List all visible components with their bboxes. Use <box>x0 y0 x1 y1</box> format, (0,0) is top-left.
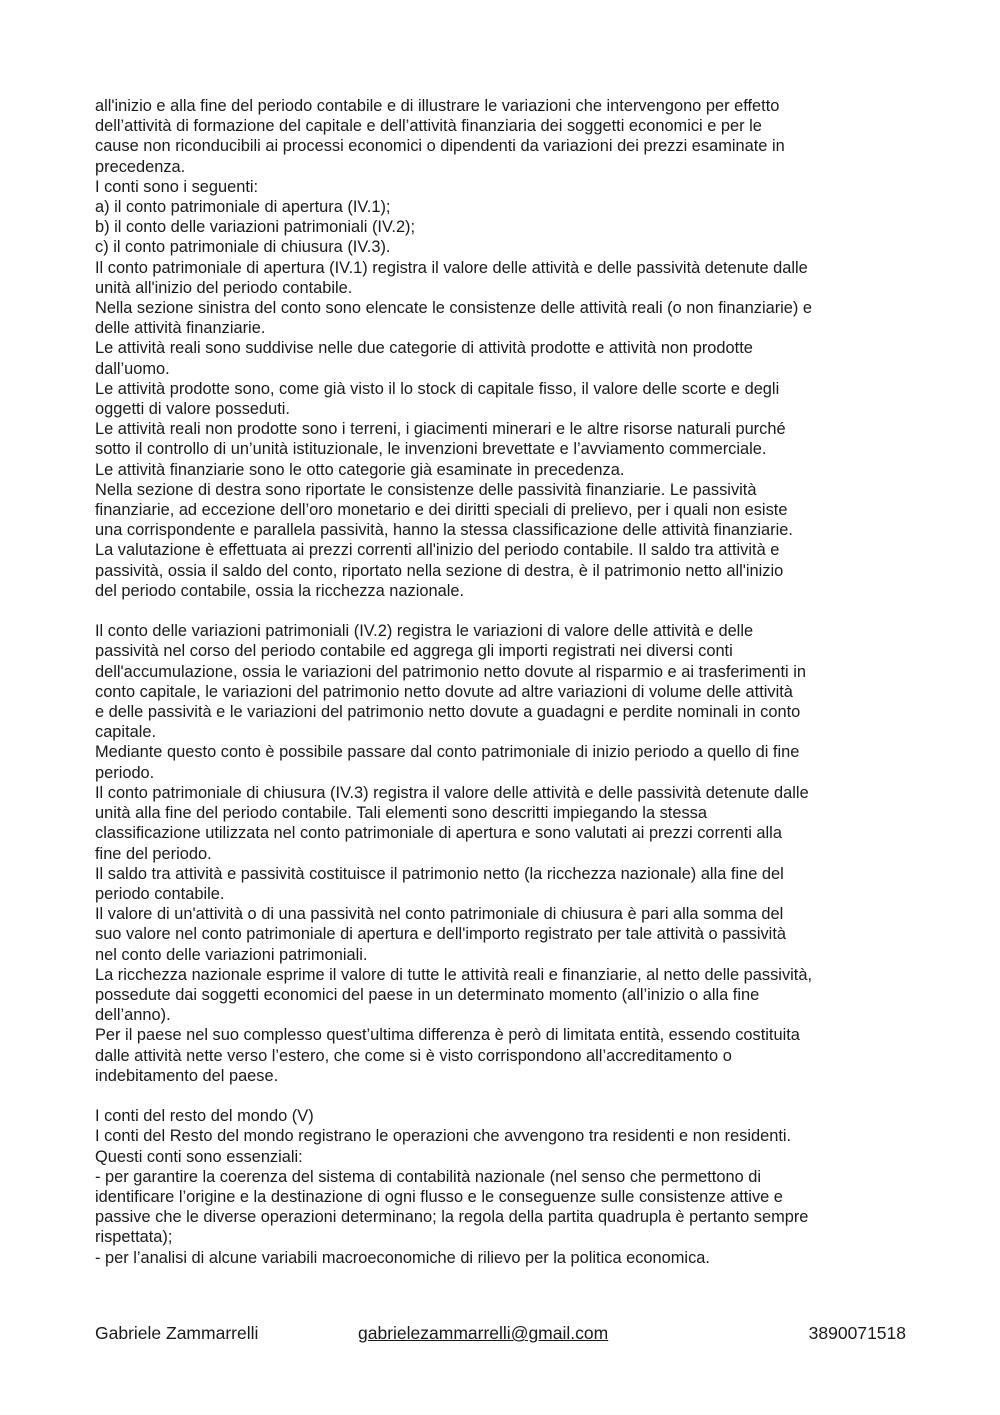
text-line: periodo. <box>95 763 155 782</box>
text-line: nel conto delle variazioni patrimoniali. <box>95 945 368 964</box>
text-line: a) il conto patrimoniale di apertura (IV.1); <box>95 198 391 217</box>
text-line: Il conto delle variazioni patrimoniali (IV.2) registra le variazioni di valore delle attività e delle <box>95 622 754 641</box>
text-line: fine del periodo. <box>95 844 212 863</box>
email-link[interactable]: gabrielezammarrelli@gmail.com <box>358 1323 609 1343</box>
text-line: Nella sezione di destra sono riportate le consistenze delle passività finanziarie. Le passività <box>95 480 757 499</box>
text-line: dalle attività nette verso l’estero, che come si è visto corrispondono all’accreditamento o <box>95 1046 732 1065</box>
text-line: Il valore di un'attività o di una passività nel conto patrimoniale di chiusura è pari alla somma del <box>95 905 784 924</box>
text-line: possedute dai soggetti economici del paese in un determinato momento (all’inizio o alla fine <box>95 985 760 1004</box>
text-line: passività, ossia il saldo del conto, riportato nella sezione di destra, è il patrimonio netto all'inizio <box>95 561 784 580</box>
text-line: delle attività finanziarie. <box>95 319 266 338</box>
text-line: suo valore nel conto patrimoniale di apertura e dell'importo registrato per tale attività o passività <box>95 925 786 944</box>
text-line: I conti del resto del mondo (V) <box>95 1107 314 1126</box>
text-line: Nella sezione sinistra del conto sono elencate le consistenze delle attività reali (o non finanziarie) e <box>95 299 813 318</box>
page-footer <box>95 1322 906 1346</box>
text-line: Il conto patrimoniale di apertura (IV.1) registra il valore delle attività e delle passività detenute dalle <box>95 258 808 277</box>
text-line: capitale. <box>95 723 157 742</box>
text-line: dell’attività di formazione del capitale e dell’attività finanziaria dei soggetti economici e per le <box>95 117 762 136</box>
text-line: c) il conto patrimoniale di chiusura (IV.3). <box>95 238 391 257</box>
text-line: conto capitale, le variazioni del patrimonio netto dovute ad altre variazioni di volume delle attività <box>95 682 793 701</box>
text-line: rispettata); <box>95 1228 173 1247</box>
document-body <box>95 96 913 1268</box>
text-line: unità all'inizio del periodo contabile. <box>95 278 353 297</box>
text-line: passive che le diverse operazioni determinano; la regola della partita quadrupla è pertanto sempre <box>95 1208 809 1227</box>
text-line: dell'accumulazione, ossia le variazioni del patrimonio netto dovute al risparmio e ai trasferimenti in <box>95 662 807 681</box>
text-line: - per l’analisi di alcune variabili macroeconomiche di rilievo per la politica economica. <box>95 1248 710 1267</box>
text-line: - per garantire la coerenza del sistema di contabilità nazionale (nel senso che permettono di <box>95 1167 762 1186</box>
text-line: del periodo contabile, ossia la ricchezza nazionale. <box>95 581 465 600</box>
paragraph-spacer <box>95 601 913 621</box>
text-line: unità alla fine del periodo contabile. Tali elementi sono descritti impiegando la stessa <box>95 804 707 823</box>
text-line: dell’anno). <box>95 1006 171 1025</box>
text-line: La valutazione è effettuata ai prezzi correnti all'inizio del periodo contabile. Il saldo tra attività e <box>95 541 780 560</box>
text-line: periodo contabile. <box>95 884 225 903</box>
text-line: dall’uomo. <box>95 359 170 378</box>
text-line: Le attività reali sono suddivise nelle due categorie di attività prodotte e attività non prodotte <box>95 339 753 358</box>
text-line: identificare l’origine e la destinazione di ogni flusso e le conseguenze sulle consistenze attive e <box>95 1187 783 1206</box>
text-line: una corrispondente e parallela passività, hanno la stessa classificazione delle attività finanziarie. <box>95 521 793 540</box>
text-line: e delle passività e le variazioni del patrimonio netto dovute a guadagni e perdite nominali in conto <box>95 703 801 722</box>
text-line: Il saldo tra attività e passività costituisce il patrimonio netto (la ricchezza nazionale) alla fine del <box>95 864 784 883</box>
text-line: Per il paese nel suo complesso quest’ultima differenza è però di limitata entità, essendo costituita <box>95 1026 800 1045</box>
text-line: oggetti di valore posseduti. <box>95 400 290 419</box>
text-line: passività nel corso del periodo contabile ed aggrega gli importi registrati nei diversi conti <box>95 642 733 661</box>
text-line: I conti sono i seguenti: <box>95 177 259 196</box>
text-line: b) il conto delle variazioni patrimoniali (IV.2); <box>95 218 416 237</box>
text-line: I conti del Resto del mondo registrano le operazioni che avvengono tra residenti e non residenti. <box>95 1127 792 1146</box>
text-line: indebitamento del paese. <box>95 1066 279 1085</box>
text-line: Le attività reali non prodotte sono i terreni, i giacimenti minerari e le altre risorse naturali purché <box>95 420 786 439</box>
text-line: cause non riconducibili ai processi economici o dipendenti da variazioni dei prezzi esaminate in <box>95 137 785 156</box>
text-line: Mediante questo conto è possibile passare dal conto patrimoniale di inizio periodo a quello di fine <box>95 743 800 762</box>
text-line: all'inizio e alla fine del periodo contabile e di illustrare le variazioni che intervengono per effetto <box>95 97 780 115</box>
author-name: Gabriele Zammarrelli <box>95 1323 259 1343</box>
text-line: sotto il controllo di un’unità istituzionale, le invenzioni brevettate e l’avviamento commerciale. <box>95 440 767 459</box>
text-line: La ricchezza nazionale esprime il valore di tutte le attività reali e finanziarie, al netto delle passività, <box>95 965 813 984</box>
text-line: classificazione utilizzata nel conto patrimoniale di apertura e sono valutati ai prezzi correnti alla <box>95 824 782 843</box>
text-line: Questi conti sono essenziali: <box>95 1147 303 1166</box>
text-line: finanziarie, ad eccezione dell’oro monetario e dei diritti speciali di prelievo, per i quali non esiste <box>95 501 788 520</box>
text-line: precedenza. <box>95 157 186 176</box>
text-line: Le attività prodotte sono, come già visto il lo stock di capitale fisso, il valore delle scorte e degli <box>95 379 780 398</box>
text-line: Le attività finanziarie sono le otto categorie già esaminate in precedenza. <box>95 460 625 479</box>
phone-number: 3890071518 <box>808 1323 906 1343</box>
text-line: Il conto patrimoniale di chiusura (IV.3) registra il valore delle attività e delle passività detenute dalle <box>95 783 809 802</box>
paragraph-spacer <box>95 1086 913 1106</box>
